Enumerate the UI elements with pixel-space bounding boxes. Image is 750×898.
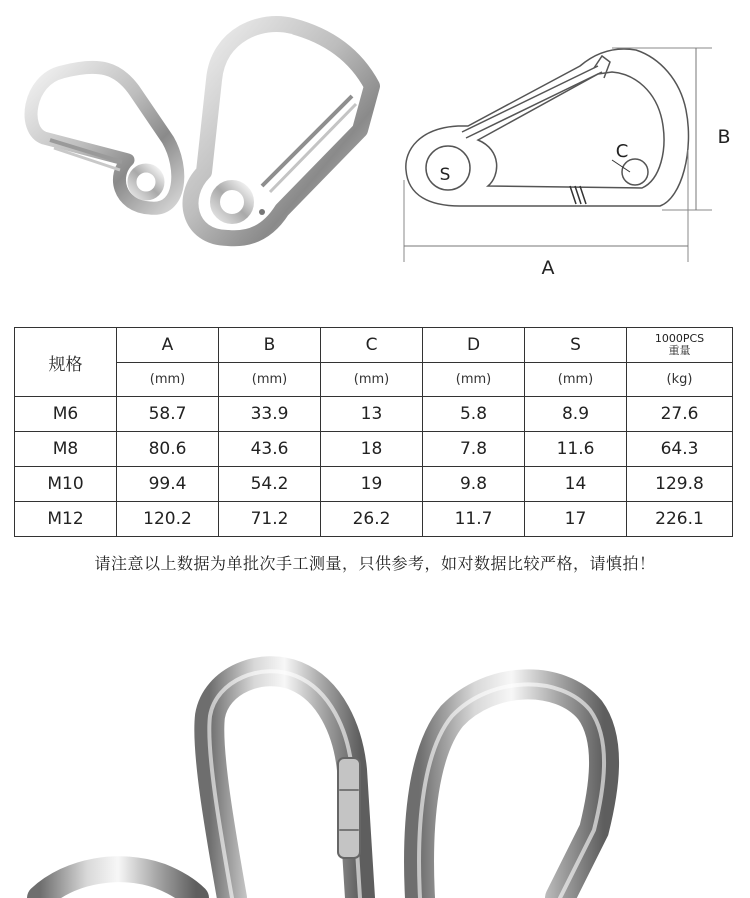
table-row	[15, 502, 733, 537]
dimension-label-s: S	[439, 165, 451, 185]
c-cell: 26.2	[321, 502, 423, 537]
a-cell: 120.2	[117, 502, 219, 537]
column-header-a: A	[117, 328, 219, 363]
weight-cell: 27.6	[627, 397, 733, 432]
weight-cell: 226.1	[627, 502, 733, 537]
spec-cell: M6	[15, 397, 117, 432]
d-cell: 9.8	[423, 467, 525, 502]
s-cell: 17	[525, 502, 627, 537]
weight-label-text: 重量	[668, 344, 691, 357]
dimension-diagram	[390, 0, 750, 290]
column-header-c: C	[321, 328, 423, 363]
column-header-weight	[627, 328, 733, 363]
a-cell: 99.4	[117, 467, 219, 502]
column-header-b: B	[219, 328, 321, 363]
large-carabiner	[191, 24, 373, 238]
small-carabiner	[31, 67, 178, 208]
table-row	[15, 467, 733, 502]
b-cell: 33.9	[219, 397, 321, 432]
b-cell: 43.6	[219, 432, 321, 467]
table-row	[15, 432, 733, 467]
d-cell: 11.7	[423, 502, 525, 537]
spec-header: 规格	[15, 328, 117, 397]
b-cell: 71.2	[219, 502, 321, 537]
column-header-s: S	[525, 328, 627, 363]
spec-cell: M12	[15, 502, 117, 537]
weight-label-qty: 1000PCS	[654, 332, 705, 345]
weight-cell: 64.3	[627, 432, 733, 467]
dimension-label-a: A	[541, 257, 555, 279]
c-cell: 13	[321, 397, 423, 432]
unit-d: (mm)	[423, 363, 525, 397]
weight-cell: 129.8	[627, 467, 733, 502]
s-cell: 8.9	[525, 397, 627, 432]
table-row	[15, 397, 733, 432]
unit-s: (mm)	[525, 363, 627, 397]
measurement-disclaimer: 请注意以上数据为单批次手工测量，只供参考，如对数据比较严格，请慎拍！	[94, 554, 656, 573]
s-cell: 11.6	[525, 432, 627, 467]
a-cell: 80.6	[117, 432, 219, 467]
spec-cell: M10	[15, 467, 117, 502]
spec-cell: M8	[15, 432, 117, 467]
unit-a: (mm)	[117, 363, 219, 397]
b-cell: 54.2	[219, 467, 321, 502]
unit-b: (mm)	[219, 363, 321, 397]
a-cell: 58.7	[117, 397, 219, 432]
dimension-label-c: C	[615, 141, 629, 162]
carabiner-closeup-photo	[0, 600, 750, 898]
d-cell: 5.8	[423, 397, 525, 432]
spec-table	[14, 327, 733, 537]
c-cell: 19	[321, 467, 423, 502]
d-cell: 7.8	[423, 432, 525, 467]
column-header-d: D	[423, 328, 525, 363]
unit-weight: (kg)	[627, 363, 733, 397]
c-cell: 18	[321, 432, 423, 467]
unit-c: (mm)	[321, 363, 423, 397]
s-cell: 14	[525, 467, 627, 502]
dimension-label-b: B	[717, 126, 731, 148]
carabiner-product-photo	[0, 0, 390, 290]
